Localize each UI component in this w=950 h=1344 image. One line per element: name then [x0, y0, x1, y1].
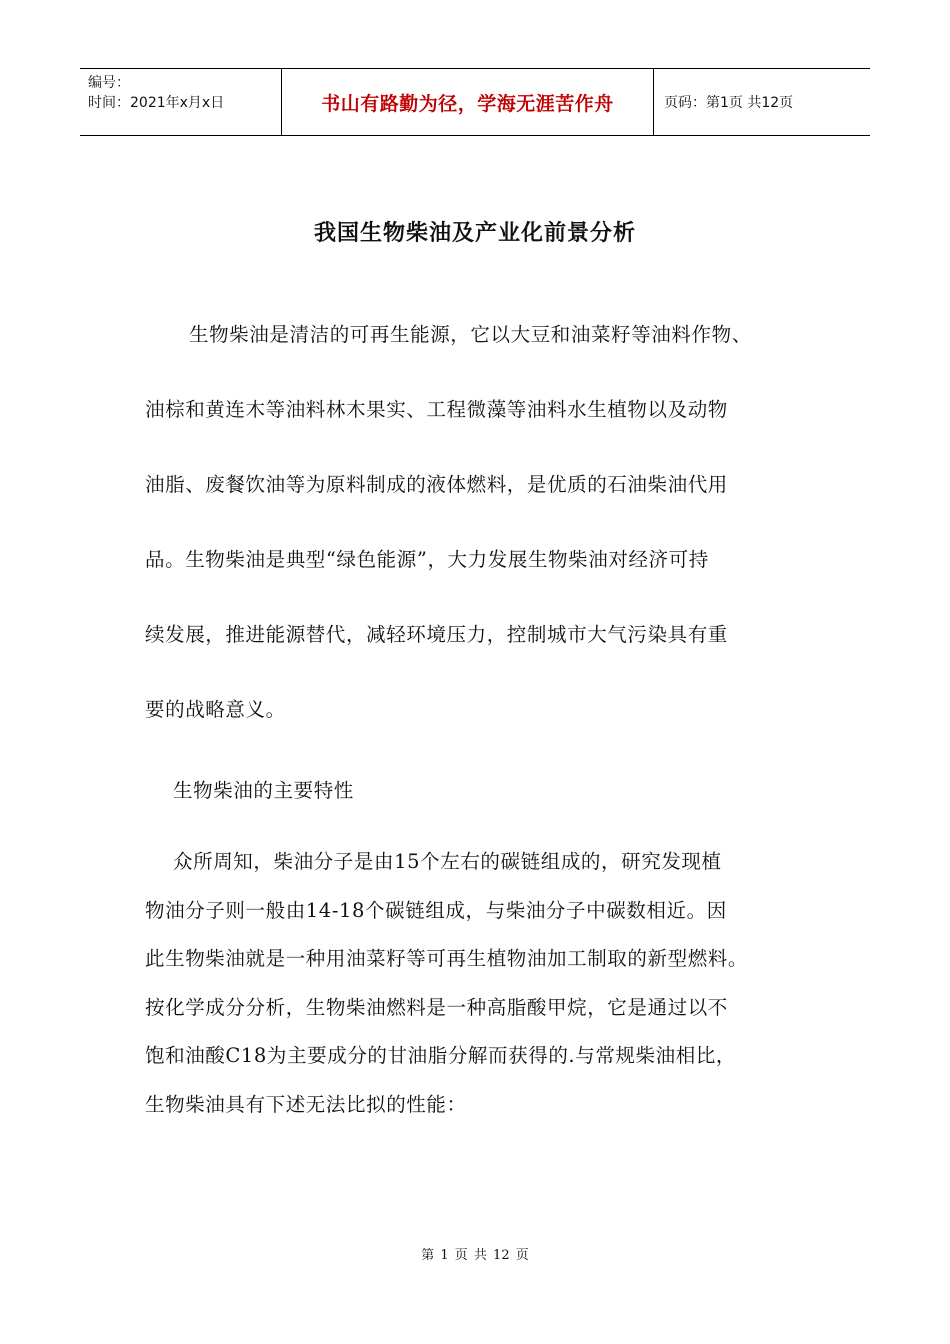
document-title: 我国生物柴油及产业化前景分析	[313, 221, 636, 246]
paragraph-line: 品。生物柴油是典型“绿色能源”，大力发展生物柴油对经济可持	[145, 548, 709, 571]
header-motto-cell	[281, 69, 654, 135]
paragraph-line: 油脂、废餐饮油等为原料制成的液体燃料，是优质的石油柴油代用	[145, 473, 728, 496]
header-page-info: 页码：第1页 共12页	[664, 95, 794, 111]
header-motto: 书山有路勤为径，学海无涯苦作舟	[321, 92, 614, 115]
page-header	[80, 68, 870, 136]
paragraph-line: 续发展，推进能源替代，减轻环境压力，控制城市大气污染具有重	[145, 623, 728, 646]
paragraph-line: 生物柴油是清洁的可再生能源，它以大豆和油菜籽等油料作物、	[189, 323, 752, 346]
header-page-cell	[654, 69, 870, 135]
paragraph-line: 按化学成分分析，生物柴油燃料是一种高脂酸甲烷，它是通过以不	[145, 995, 728, 1019]
document-number-label: 编号：	[88, 75, 130, 91]
page-footer: 第 1 页 共 12 页	[421, 1248, 529, 1263]
paragraph-line: 生物柴油具有下述无法比拟的性能：	[145, 1092, 467, 1116]
paragraph-line: 饱和油酸C18为主要成分的甘油脂分解而获得的.与常规柴油相比，	[145, 1044, 737, 1067]
section-subheading: 生物柴油的主要特性	[173, 779, 354, 802]
header-meta-cell	[80, 69, 281, 135]
paragraph-line: 此生物柴油就是一种用油菜籽等可再生植物油加工制取的新型燃料。	[145, 947, 749, 970]
properties-paragraph	[145, 842, 825, 1133]
paragraph-line: 油棕和黄连木等油料林木果实、工程微藻等油料水生植物以及动物	[145, 398, 728, 421]
paragraph-line: 众所周知，柴油分子是由15个左右的碳链组成的，研究发现植	[173, 850, 722, 873]
paragraph-line: 物油分子则一般由14-18个碳链组成，与柴油分子中碳数相近。因	[145, 898, 727, 922]
intro-paragraph	[145, 314, 815, 764]
document-date-label: 时间：2021年x月x日	[88, 95, 225, 111]
paragraph-line: 要的战略意义。	[145, 698, 286, 721]
